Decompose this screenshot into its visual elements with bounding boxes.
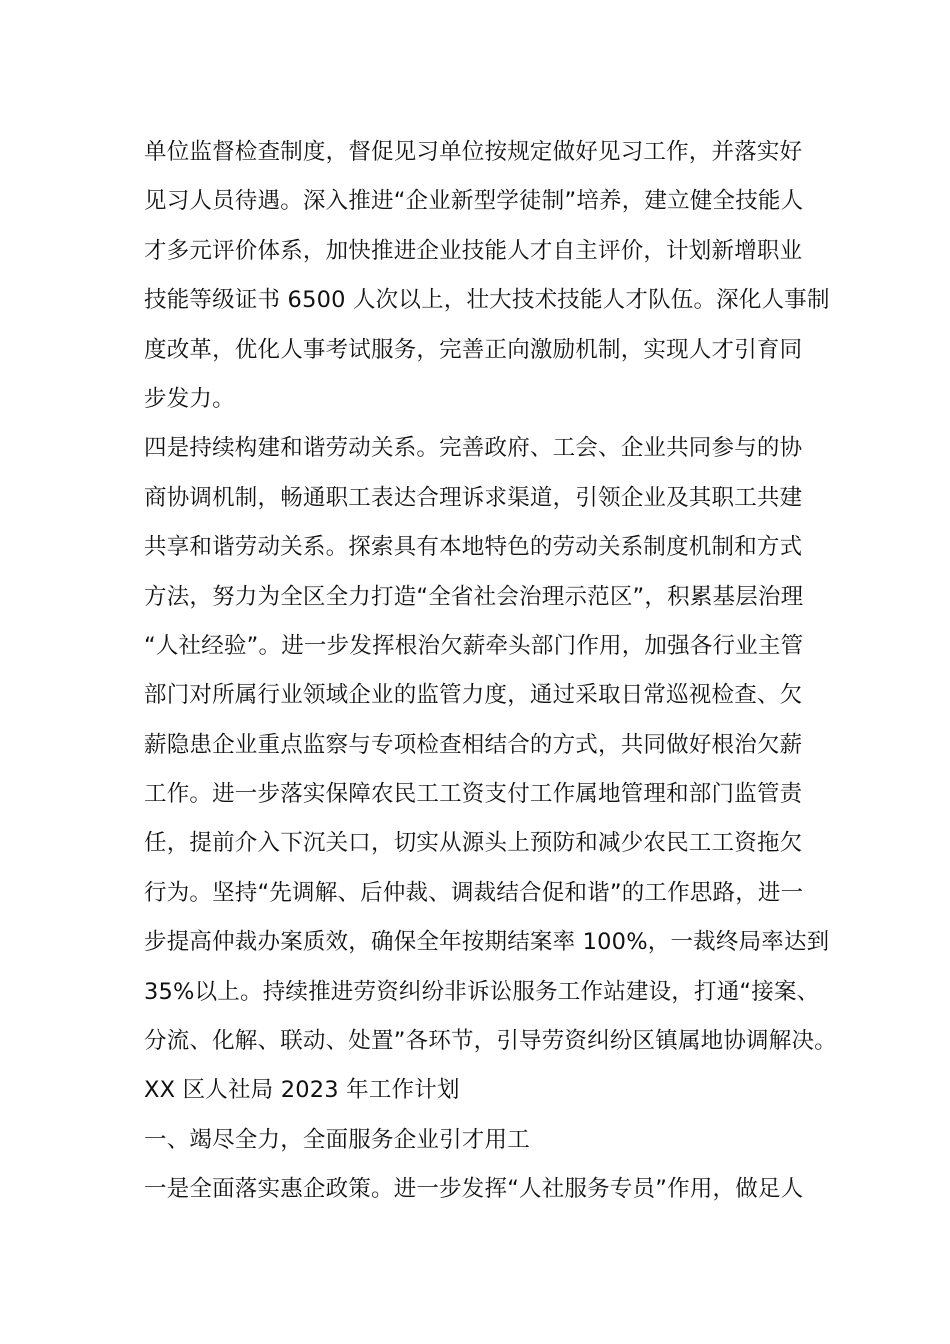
document-body xyxy=(144,128,837,1215)
document-heading: XX 区人社局 2023 年工作计划 xyxy=(144,1077,460,1104)
text-line: 才多元评价体系，加快推进企业技能人才自主评价，计划新增职业 xyxy=(144,237,803,264)
text-line: 方法，努力为全区全力打造“全省社会治理示范区”，积累基层治理 xyxy=(144,583,804,610)
text-line: 分流、化解、联动、处置”各环节，引导劳资纠纷区镇属地协调解决。 xyxy=(144,1028,837,1055)
text-line: 薪隐患企业重点监察与专项检查相结合的方式，共同做好根治欠薪 xyxy=(144,731,803,758)
text-line: 步发力。 xyxy=(144,385,235,412)
text-line: 技能等级证书 6500 人次以上，壮大技术技能人才队伍。深化人事制 xyxy=(144,287,830,314)
text-line: 四是持续构建和谐劳动关系。完善政府、工会、企业共同参与的协 xyxy=(144,435,803,462)
text-line: 单位监督检查制度，督促见习单位按规定做好见习工作，并落实好 xyxy=(144,139,803,165)
text-line: “人社经验”。进一步发挥根治欠薪牵头部门作用，加强各行业主管 xyxy=(144,632,804,659)
text-line: 工作。进一步落实保障农民工工资支付工作属地管理和部门监管责 xyxy=(144,781,803,808)
section-heading: 一、竭尽全力，全面服务企业引才用工 xyxy=(144,1126,530,1153)
text-line: 35%以上。持续推进劳资纠纷非诉讼服务工作站建设，打通“接案、 xyxy=(144,978,820,1005)
text-line: 行为。坚持“先调解、后仲裁、调裁结合促和谐”的工作思路，进一 xyxy=(144,879,804,906)
text-line: 商协调机制，畅通职工表达合理诉求渠道，引领企业及其职工共建 xyxy=(144,484,803,511)
text-line: 见习人员待遇。深入推进“企业新型学徒制”培养，建立健全技能人 xyxy=(144,188,804,215)
text-line: 部门对所属行业领域企业的监管力度，通过采取日常巡视检查、欠 xyxy=(144,682,803,709)
text-line: 共享和谐劳动关系。探索具有本地特色的劳动关系制度机制和方式 xyxy=(144,534,803,561)
text-line: 一是全面落实惠企政策。进一步发挥“人社服务专员”作用，做足人 xyxy=(144,1176,804,1203)
text-line: 步提高仲裁办案质效，确保全年按期结案率 100%，一裁终局率达到 xyxy=(144,929,830,956)
text-line: 任，提前介入下沉关口，切实从源头上预防和减少农民工工资拖欠 xyxy=(144,830,803,857)
text-line: 度改革，优化人事考试服务，完善正向激励机制，实现人才引育同 xyxy=(144,336,803,363)
